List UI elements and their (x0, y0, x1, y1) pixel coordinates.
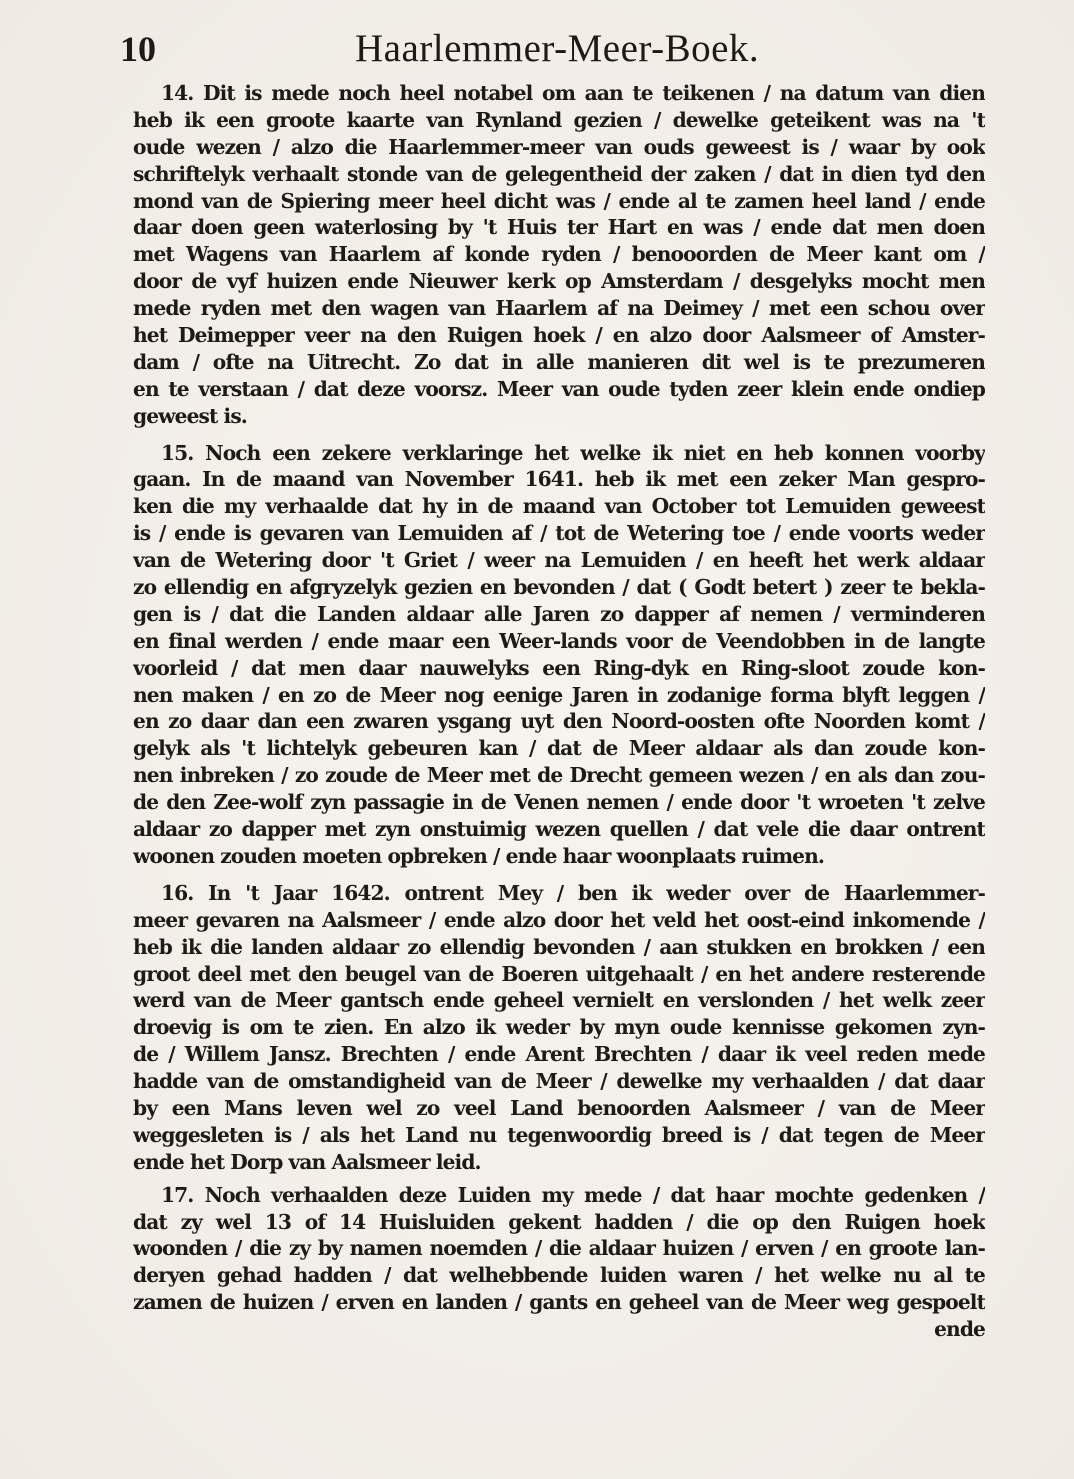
text-line: heb ik die landen aldaar zo ellendig bevonden / aan stukken en brokken / een (133, 934, 985, 959)
catchword: ende (934, 1317, 985, 1342)
text-line: het Deimepper veer na den Ruigen hoek / en alzo door Aalsmeer of Amster- (133, 323, 985, 348)
text-body (133, 80, 985, 1343)
paragraph-17 (133, 1182, 985, 1316)
text-line: 16. In 't Jaar 1642. ontrent Mey / ben ik weder over de Haarlemmer- (161, 880, 985, 905)
text-line: geweest is. (133, 403, 247, 428)
text-line: 17. Noch verhaalden deze Luiden my mede / dat haar mochte gedenken / (161, 1182, 985, 1207)
text-line: droevig is om te zien. En alzo ik weder by myn oude kennisse gekomen zyn- (133, 1015, 985, 1040)
text-line: en zo daar dan een zwaren ysgang uyt den Noord-oosten ofte Noorden komt / (133, 709, 985, 734)
text-line: voorleid / dat men daar nauwelyks een Ring-dyk en Ring-sloot zoude kon- (133, 655, 985, 680)
paragraph-15 (133, 440, 985, 870)
paragraph-16 (133, 880, 985, 1176)
text-line: met Wagens van Haarlem af konde ryden / benooorden de Meer kant om / (133, 242, 985, 267)
text-line: deryen gehad hadden / dat welhebbende luiden waren / het welke nu al te (133, 1263, 985, 1288)
text-line: daar doen geen waterlosing by 't Huis ter Hart en was / ende dat men doen (133, 215, 985, 240)
text-line: de / Willem Jansz. Brechten / ende Arent Brechten / daar ik veel reden mede (133, 1042, 985, 1067)
text-line: heb ik een groote kaarte van Rynland gezien / dewelke geteikent was na 't (133, 107, 985, 132)
text-line: gen is / dat die Landen aldaar alle Jaren zo dapper af nemen / verminderen (133, 601, 985, 626)
text-line: hadde van de omstandigheid van de Meer / dewelke my verhaalden / dat daar (133, 1069, 985, 1094)
text-line: ende het Dorp van Aalsmeer leid. (133, 1149, 481, 1174)
text-line: oude wezen / alzo die Haarlemmer-meer van ouds geweest is / waar by ook (133, 134, 985, 159)
text-line: weggesleten is / als het Land nu tegenwoordig breed is / dat tegen de Meer (133, 1122, 985, 1147)
text-line: gelyk als 't lichtelyk gebeuren kan / dat de Meer aldaar als dan zoude kon- (133, 736, 985, 761)
text-line: by een Mans leven wel zo veel Land benoorden Aalsmeer / van de Meer (133, 1095, 985, 1120)
text-line: zo ellendig en afgryzelyk gezien en bevonden / dat ( Godt betert ) zeer te bekla- (133, 575, 985, 600)
page-header (120, 22, 980, 82)
text-line: aldaar zo dapper met zyn onstuimig wezen quellen / dat vele die daar ontrent (133, 817, 985, 842)
text-line: de den Zee-wolf zyn passagie in de Venen nemen / ende door 't wroeten 't zelve (133, 790, 985, 815)
page-number: 10 (120, 29, 156, 69)
paragraph-14 (133, 80, 985, 430)
text-line: is / ende is gevaren van Lemuiden af / tot de Wetering toe / ende voorts weder (133, 521, 985, 546)
text-line: woonen zouden moeten opbreken / ende haar woonplaats ruimen. (133, 843, 825, 868)
text-line: woonden / die zy by namen noemden / die aldaar huizen / erven / en groote lan- (133, 1236, 985, 1261)
text-line: werd van de Meer gantsch ende geheel vernielt en verslonden / het welk zeer (133, 988, 985, 1013)
text-line: groot deel met den beugel van de Boeren uitgehaalt / en het andere resterende (133, 961, 985, 986)
text-line: 14. Dit is mede noch heel notabel om aan te teikenen / na datum van dien (161, 81, 985, 105)
text-line: dat zy wel 13 of 14 Huisluiden gekent hadden / die op den Ruigen hoek (133, 1209, 985, 1234)
text-line: mede ryden met den wagen van Haarlem af na Deimey / met een schou over (133, 296, 985, 321)
running-title: Haarlemmer-Meer-Boek. (355, 27, 760, 70)
text-line: nen inbreken / zo zoude de Meer met de Drecht gemeen wezen / en als dan zou- (133, 763, 985, 788)
text-line: van de Wetering door 't Griet / weer na Lemuiden / en heeft het werk aldaar (133, 548, 985, 573)
text-line: gaan. In de maand van November 1641. heb ik met een zeker Man gespro- (133, 467, 985, 492)
text-line: mond van de Spiering meer heel dicht was / ende al te zamen heel land / ende (133, 188, 985, 213)
text-line: dam / ofte na Uitrecht. Zo dat in alle manieren dit wel is te prezumeren (133, 349, 985, 374)
text-line: meer gevaren na Aalsmeer / ende alzo door het veld het oost-eind inkomende / (133, 907, 985, 932)
text-line: schriftelyk verhaalt stonde van de gelegentheid der zaken / dat in dien tyd den (133, 161, 985, 186)
text-line: en final werden / ende maar een Weer-lands voor de Veendobben in de langte (133, 628, 985, 653)
text-line: zamen de huizen / erven en landen / gants en geheel van de Meer weg gespoelt (133, 1290, 985, 1315)
text-line: door de vyf huizen ende Nieuwer kerk op Amsterdam / desgelyks mocht men (133, 269, 985, 294)
text-line: ken die my verhaalde dat hy in de maand van October tot Lemuiden geweest (133, 494, 985, 519)
text-line: nen maken / en zo de Meer nog eenige Jaren in zodanige forma blyft leggen / (133, 682, 985, 707)
text-line: 15. Noch een zekere verklaringe het welke ik niet en heb konnen voorby (161, 440, 985, 465)
text-line: en te verstaan / dat deze voorsz. Meer van oude tyden zeer klein ende ondiep (133, 376, 985, 401)
